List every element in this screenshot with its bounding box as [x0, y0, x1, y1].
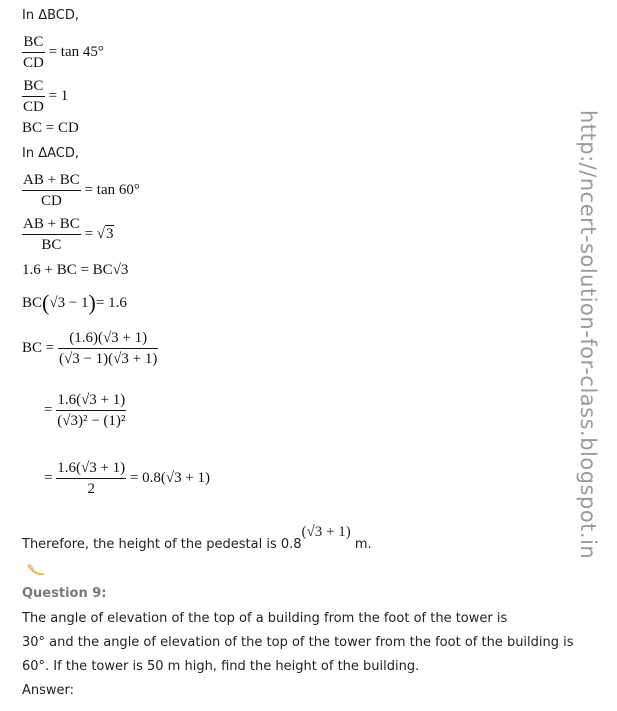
equals: =	[44, 401, 53, 418]
root3-radicand: 3	[106, 225, 114, 242]
equation-line8	[44, 390, 126, 431]
rhs-1-6: = 1.6	[95, 295, 127, 311]
tan60-text: = tan 60°	[84, 181, 140, 198]
equation-root3	[22, 214, 114, 255]
intro-acd: In ΔACD,	[22, 146, 79, 161]
conclusion	[22, 524, 372, 553]
numerator: 1.6(√3 + 1)	[56, 458, 126, 479]
root3-minus1: √3 − 1	[49, 295, 89, 311]
question-text	[22, 607, 602, 703]
equation-line9	[44, 458, 210, 499]
equation-tan45	[22, 32, 104, 73]
numerator: (1.6)(√3 + 1)	[58, 328, 158, 349]
pen-mark-icon	[26, 562, 48, 578]
conclusion-suffix: m.	[354, 537, 372, 552]
denominator: BC	[41, 237, 62, 253]
eq1-text: = 1	[48, 87, 69, 104]
denominator: (√3 − 1)(√3 + 1)	[58, 351, 158, 367]
root3-prefix: = √	[84, 225, 106, 242]
intro-bcd: In ΔBCD,	[22, 8, 80, 23]
denominator: (√3)² − (1)²	[57, 413, 126, 429]
equation-tan60	[22, 170, 140, 211]
question-line-2: 30° and the angle of elevation of the top of the tower from the foot of the building is	[22, 635, 574, 650]
fraction-bc-cd	[22, 32, 45, 73]
conclusion-expr: (√3 + 1)	[301, 524, 351, 540]
question-line-3: 60°. If the tower is 50 m high, find the height of the building.	[22, 659, 420, 674]
question-line-1: The angle of elevation of the top of a building from the foot of the tower is	[22, 611, 508, 626]
denominator: 2	[87, 481, 95, 497]
tan45-text: = tan 45°	[48, 43, 104, 60]
numerator: BC	[22, 76, 45, 97]
denominator: CD	[23, 99, 44, 115]
fraction-line9	[56, 458, 126, 499]
equation-line6: BC(√3 − 1)= 1.6	[22, 290, 127, 315]
numerator: AB + BC	[22, 170, 81, 191]
denominator: CD	[40, 193, 62, 209]
equals: =	[44, 469, 53, 486]
fraction-abbc-cd	[22, 170, 81, 211]
numerator: BC	[22, 32, 45, 53]
equation-line7	[22, 328, 158, 369]
answer-label: Answer:	[22, 683, 75, 698]
watermark-url: http://ncert-solution-for-class.blogspot.in	[576, 110, 600, 560]
numerator: 1.6(√3 + 1)	[56, 390, 126, 411]
fraction-line8	[56, 390, 126, 431]
bc-eq: BC =	[22, 339, 55, 356]
rhs-0-8: = 0.8(√3 + 1)	[129, 469, 211, 486]
denominator: CD	[23, 55, 44, 71]
equation-bc-eq-cd: BC = CD	[22, 120, 79, 136]
bc-term: BC	[22, 295, 43, 311]
fraction-line7	[58, 328, 158, 369]
numerator: AB + BC	[22, 214, 81, 235]
equation-line5: 1.6 + BC = BC√3	[22, 262, 129, 278]
conclusion-prefix: Therefore, the height of the pedestal is 0.8	[22, 537, 302, 552]
equation-eq1	[22, 76, 68, 117]
fraction-abbc-bc	[22, 214, 81, 255]
fraction-bc-cd-2	[22, 76, 45, 117]
question-title: Question 9:	[22, 586, 107, 601]
